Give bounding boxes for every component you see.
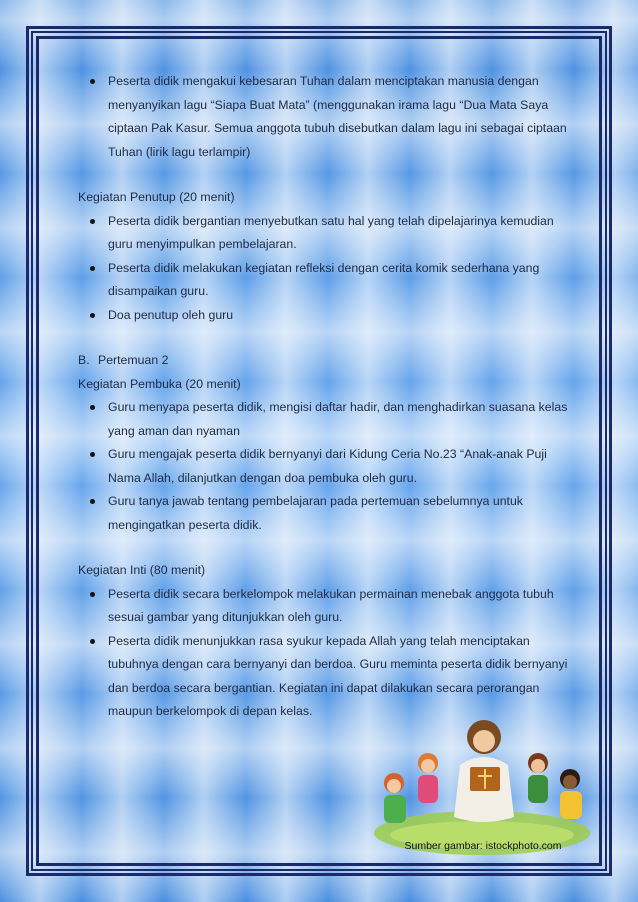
intro-list bbox=[78, 70, 568, 164]
section-title: Pertemuan 2 bbox=[98, 353, 169, 367]
list-item: Guru tanya jawab tentang pembelajaran pada pertemuan sebelumnya untuk mengingatkan peserta didik. bbox=[78, 490, 568, 537]
document-content bbox=[78, 70, 568, 724]
children-illustration bbox=[372, 705, 592, 860]
list-item: Guru mengajak peserta didik bernyanyi dari Kidung Ceria No.23 “Anak-anak Puji Nama Allah, dilanjutkan dengan doa pembuka oleh guru. bbox=[78, 443, 568, 490]
list-item: Guru menyapa peserta didik, mengisi daftar hadir, dan menghadirkan suasana kelas yang aman dan nyaman bbox=[78, 396, 568, 443]
list-item: Peserta didik melakukan kegiatan refleksi dengan cerita komik sederhana yang disampaikan guru. bbox=[78, 257, 568, 304]
section-heading bbox=[78, 349, 568, 373]
list-item: Peserta didik mengakui kebesaran Tuhan dalam menciptakan manusia dengan menyanyikan lagu “Siapa Buat Mata” (menggunakan irama lagu “Dua Mata Saya ciptaan Pak Kasur. Semua anggota tubuh disebutkan dalam lagu ini sebagai ciptaan Tuhan (lirik lagu terlampir) bbox=[78, 70, 568, 164]
pembuka-list bbox=[78, 396, 568, 537]
penutup-heading: Kegiatan Penutup (20 menit) bbox=[78, 190, 235, 204]
section-letter: B. bbox=[78, 353, 90, 367]
list-item: Peserta didik menunjukkan rasa syukur kepada Allah yang telah menciptakan tubuhnya dengan cara bernyanyi dan berdoa. Guru meminta peserta didik bernyanyi dan berdoa secara bergantian. Kegiatan ini dapat dilakukan secara perorangan maupun berkelompok di depan kelas. bbox=[78, 630, 568, 724]
list-item: Doa penutup oleh guru bbox=[78, 304, 568, 328]
list-item: Peserta didik bergantian menyebutkan satu hal yang telah dipelajarinya kemudian guru menyimpulkan pembelajaran. bbox=[78, 210, 568, 257]
list-item: Peserta didik secara berkelompok melakukan permainan menebak anggota tubuh sesuai gambar yang ditunjukkan oleh guru. bbox=[78, 583, 568, 630]
image-credit: Sumber gambar: istockphoto.com bbox=[404, 840, 562, 852]
inti-heading: Kegiatan Inti (80 menit) bbox=[78, 563, 206, 577]
pembuka-heading: Kegiatan Pembuka (20 menit) bbox=[78, 376, 241, 391]
penutup-list bbox=[78, 210, 568, 328]
inti-list bbox=[78, 583, 568, 724]
